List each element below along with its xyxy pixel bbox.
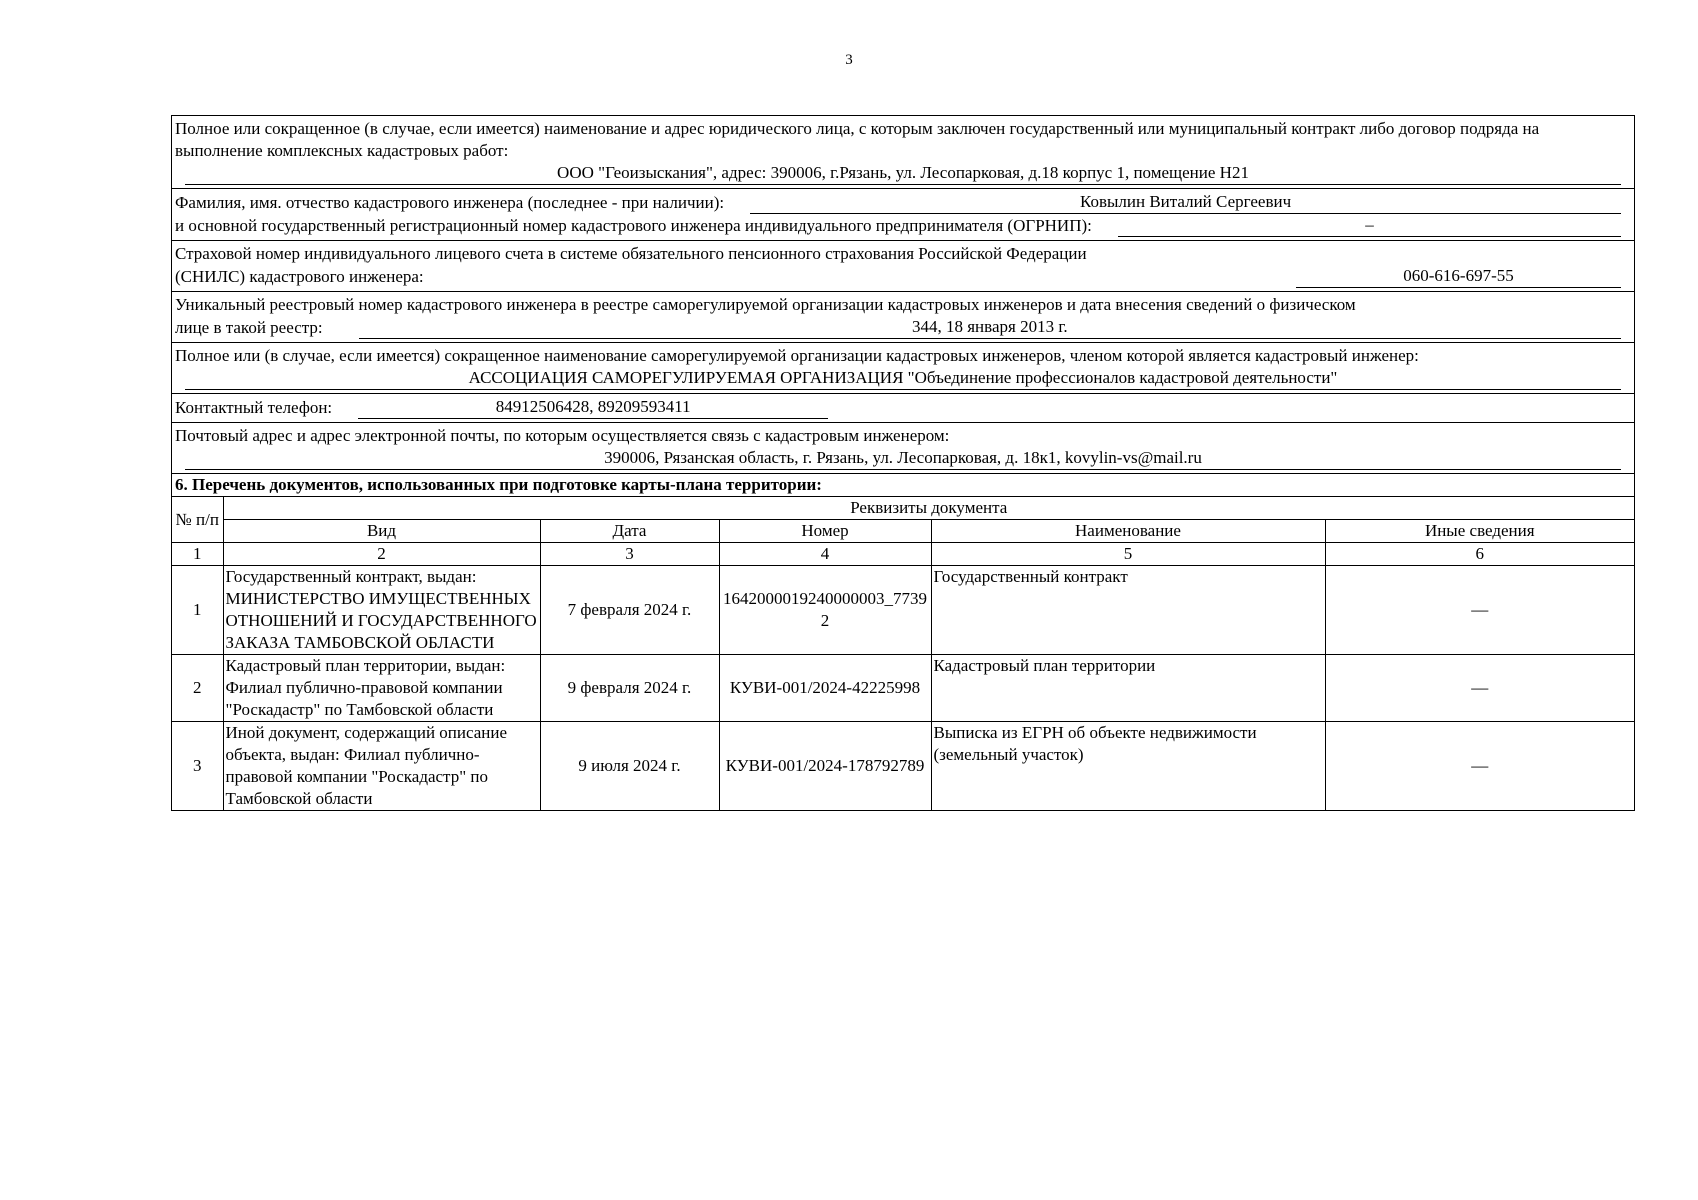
- table-header-row: [172, 497, 1634, 520]
- header-group: Реквизиты документа: [223, 497, 1634, 520]
- registry-section: [172, 292, 1634, 343]
- row-kind: Государственный контракт, выдан: МИНИСТЕРСТВО ИМУЩЕСТВЕННЫХ ОТНОШЕНИЙ И ГОСУДАРСТВЕННОГО ЗАКАЗА ТАМБОВСКОЙ ОБЛАСТИ: [223, 566, 540, 655]
- snils-section: [172, 241, 1634, 292]
- registry-value: 344, 18 января 2013 г.: [359, 316, 1621, 339]
- table-row: [172, 722, 1634, 811]
- row-date: 7 февраля 2024 г.: [540, 566, 719, 655]
- snils-value: 060-616-697-55: [1296, 265, 1621, 288]
- page-number: 3: [845, 52, 853, 68]
- phone-value: 84912506428, 89209593411: [358, 396, 828, 419]
- header-col-number: Номер: [719, 520, 931, 543]
- row-date: 9 июля 2024 г.: [540, 722, 719, 811]
- engineer-name-value: Ковылин Виталий Сергеевич: [750, 191, 1621, 214]
- contractor-section: [172, 116, 1634, 189]
- row-number: КУВИ-001/2024-42225998: [719, 655, 931, 722]
- table-colnum-row: [172, 543, 1634, 566]
- engineer-ogrnip-label: и основной государственный регистрационный номер кадастрового инженера индивидуального предпринимателя (ОГРНИП):: [175, 216, 1092, 235]
- engineer-ogrnip-row: [175, 214, 1631, 237]
- row-number: КУВИ-001/2024-178792789: [719, 722, 931, 811]
- header-col-kind: Вид: [223, 520, 540, 543]
- engineer-ogrnip-value: –: [1118, 214, 1621, 237]
- colnum-2: 2: [223, 543, 540, 566]
- phone-row: [175, 396, 1631, 419]
- address-value: 390006, Рязанская область, г. Рязань, ул. Лесопарковая, д. 18к1, kovylin-vs@mail.ru: [185, 447, 1621, 470]
- colnum-3: 3: [540, 543, 719, 566]
- row-num: 3: [172, 722, 223, 811]
- documents-title: 6. Перечень документов, использованных при подготовке карты-плана территории:: [175, 475, 822, 494]
- phone-section: [172, 394, 1634, 423]
- table-row: [172, 566, 1634, 655]
- contractor-label: Полное или сокращенное (в случае, если имеется) наименование и адрес юридического лица, с которым заключен государственный или муниципальный контракт либо договор подряда на выполнение комплексных кадастровых работ:: [175, 119, 1540, 160]
- table-row: [172, 655, 1634, 722]
- table-header-cols-row: [172, 520, 1634, 543]
- sro-section: [172, 343, 1634, 394]
- colnum-4: 4: [719, 543, 931, 566]
- snils-label-line1: Страховой номер индивидуального лицевого счета в системе обязательного пенсионного страхования Российской Федерации: [175, 244, 1087, 263]
- sro-value: АССОЦИАЦИЯ САМОРЕГУЛИРУЕМАЯ ОРГАНИЗАЦИЯ "Объединение профессионалов кадастровой деятельности": [185, 367, 1621, 390]
- snils-label-line2: (СНИЛС) кадастрового инженера:: [175, 267, 424, 286]
- engineer-section: [172, 189, 1634, 241]
- row-num: 2: [172, 655, 223, 722]
- row-kind: Кадастровый план территории, выдан: Филиал публично-правовой компании "Роскадастр" по Тамбовской области: [223, 655, 540, 722]
- header-col-name: Наименование: [931, 520, 1325, 543]
- row-other: —: [1325, 566, 1634, 655]
- row-name: Кадастровый план территории: [931, 655, 1325, 722]
- header-col-other: Иные сведения: [1325, 520, 1634, 543]
- header-col-date: Дата: [540, 520, 719, 543]
- row-num: 1: [172, 566, 223, 655]
- colnum-5: 5: [931, 543, 1325, 566]
- row-number: 1642000019240000003_77392: [719, 566, 931, 655]
- registry-label-line1: Уникальный реестровый номер кадастрового инженера в реестре саморегулируемой организации кадастровых инженеров и дата внесения сведений о физическом: [175, 295, 1356, 314]
- row-kind: Иной документ, содержащий описание объекта, выдан: Филиал публично-правовой компании "Роскадастр" по Тамбовской области: [223, 722, 540, 811]
- engineer-name-label: Фамилия, имя. отчество кадастрового инженера (последнее - при наличии):: [175, 193, 725, 212]
- row-other: —: [1325, 722, 1634, 811]
- documents-section: [172, 474, 1634, 810]
- snils-row: [175, 265, 1631, 288]
- row-name: Государственный контракт: [931, 566, 1325, 655]
- row-other: —: [1325, 655, 1634, 722]
- header-num: № п/п: [172, 497, 223, 543]
- phone-label: Контактный телефон:: [175, 398, 333, 417]
- row-date: 9 февраля 2024 г.: [540, 655, 719, 722]
- sro-label: Полное или (в случае, если имеется) сокращенное наименование саморегулируемой организации кадастровых инженеров, членом которой является кадастровый инженер:: [175, 346, 1419, 365]
- colnum-6: 6: [1325, 543, 1634, 566]
- registry-label-line2: лице в такой реестр:: [175, 318, 323, 337]
- engineer-name-row: [175, 191, 1631, 214]
- document-form: [171, 115, 1635, 811]
- registry-row: [175, 316, 1631, 339]
- address-label: Почтовый адрес и адрес электронной почты, по которым осуществляется связь с кадастровым инженером:: [175, 426, 950, 445]
- colnum-1: 1: [172, 543, 223, 566]
- contractor-value: ООО "Геоизыскания", адрес: 390006, г.Рязань, ул. Лесопарковая, д.18 корпус 1, помещение Н21: [185, 162, 1621, 185]
- address-section: [172, 423, 1634, 474]
- row-name: Выписка из ЕГРН об объекте недвижимости (земельный участок): [931, 722, 1325, 811]
- documents-table: [172, 496, 1634, 810]
